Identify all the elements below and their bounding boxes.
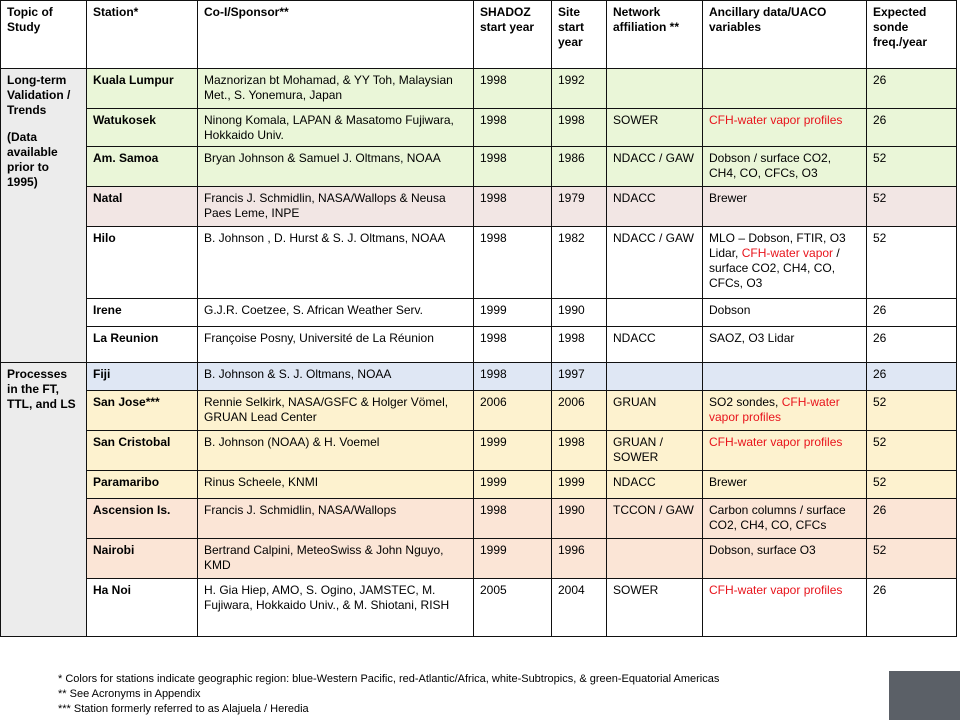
header-row — [1, 1, 957, 69]
shadoz-year-cell: 1999 — [474, 471, 552, 499]
network-cell — [607, 539, 703, 579]
network-cell — [607, 363, 703, 391]
coi-cell: B. Johnson & S. J. Oltmans, NOAA — [198, 363, 474, 391]
ancillary-cell — [703, 471, 867, 499]
site-year-cell: 1998 — [552, 109, 607, 147]
ancillary-text: Brewer — [709, 191, 748, 205]
network-cell — [607, 299, 703, 327]
table-row — [1, 579, 957, 637]
site-year-cell: 1998 — [552, 327, 607, 363]
ancillary-cell — [703, 579, 867, 637]
ancillary-highlight-text: CFH-water vapor profiles — [709, 583, 843, 597]
ancillary-cell — [703, 109, 867, 147]
table-row — [1, 391, 957, 431]
header-site-start: Site start year — [552, 1, 607, 69]
ancillary-text: MLO – Dobson, FTIR, O3 Lidar, — [709, 231, 846, 260]
network-cell: NDACC / GAW — [607, 147, 703, 187]
coi-cell: Maznorizan bt Mohamad, & YY Toh, Malaysian Met., S. Yonemura, Japan — [198, 69, 474, 109]
ancillary-cell — [703, 363, 867, 391]
network-cell: NDACC / GAW — [607, 227, 703, 299]
table-row — [1, 69, 957, 109]
coi-cell: Bryan Johnson & Samuel J. Oltmans, NOAA — [198, 147, 474, 187]
network-cell — [607, 69, 703, 109]
network-cell: TCCON / GAW — [607, 499, 703, 539]
frequency-cell: 52 — [867, 227, 957, 299]
ancillary-text: Brewer — [709, 475, 748, 489]
coi-cell: B. Johnson , D. Hurst & S. J. Oltmans, NOAA — [198, 227, 474, 299]
station-cell: Irene — [87, 299, 198, 327]
table-row — [1, 471, 957, 499]
station-cell: Watukosek — [87, 109, 198, 147]
site-year-cell: 2004 — [552, 579, 607, 637]
footnotes — [58, 672, 888, 717]
ancillary-cell — [703, 227, 867, 299]
network-cell: SOWER — [607, 579, 703, 637]
frequency-cell: 26 — [867, 363, 957, 391]
ancillary-highlight-text: CFH-water vapor profiles — [709, 395, 840, 424]
network-cell: GRUAN / SOWER — [607, 431, 703, 471]
shadoz-year-cell: 1998 — [474, 327, 552, 363]
site-year-cell: 1990 — [552, 499, 607, 539]
coi-cell: Bertrand Calpini, MeteoSwiss & John Nguyo, KMD — [198, 539, 474, 579]
frequency-cell: 52 — [867, 539, 957, 579]
ancillary-text: Carbon columns / surface CO2, CH4, CO, CFCs — [709, 503, 846, 532]
frequency-cell: 26 — [867, 299, 957, 327]
station-cell: Fiji — [87, 363, 198, 391]
site-year-cell: 1990 — [552, 299, 607, 327]
corner-block — [889, 671, 960, 720]
table-row — [1, 227, 957, 299]
site-year-cell: 1982 — [552, 227, 607, 299]
topic-title: Long-term Validation / Trends — [7, 73, 71, 117]
ancillary-cell — [703, 499, 867, 539]
table-row — [1, 539, 957, 579]
network-cell: GRUAN — [607, 391, 703, 431]
site-year-cell: 1996 — [552, 539, 607, 579]
shadoz-year-cell: 1998 — [474, 227, 552, 299]
topic-cell — [1, 69, 87, 363]
ancillary-text: SAOZ, O3 Lidar — [709, 331, 795, 345]
ancillary-cell — [703, 539, 867, 579]
station-cell: San Jose*** — [87, 391, 198, 431]
shadoz-year-cell: 1999 — [474, 539, 552, 579]
header-coi: Co-I/Sponsor** — [198, 1, 474, 69]
table-row — [1, 431, 957, 471]
header-station: Station* — [87, 1, 198, 69]
footnote-colors: * Colors for stations indicate geographic region: blue-Western Pacific, red-Atlantic/Africa, white-Subtropics, & green-Equatorial Americas — [58, 673, 720, 685]
site-year-cell: 1979 — [552, 187, 607, 227]
frequency-cell: 52 — [867, 187, 957, 227]
shadoz-year-cell: 1998 — [474, 69, 552, 109]
station-cell: Ascension Is. — [87, 499, 198, 539]
topic-note: (Data available prior to 1995) — [7, 130, 58, 189]
footnote-san-jose: *** Station formerly referred to as Alajuela / Heredia — [58, 703, 309, 715]
site-year-cell: 2006 — [552, 391, 607, 431]
ancillary-cell — [703, 147, 867, 187]
network-cell: NDACC — [607, 327, 703, 363]
ancillary-cell — [703, 69, 867, 109]
topic-cell — [1, 363, 87, 637]
shadoz-year-cell: 1998 — [474, 147, 552, 187]
site-year-cell: 1992 — [552, 69, 607, 109]
frequency-cell: 52 — [867, 471, 957, 499]
header-ancillary: Ancillary data/UACO variables — [703, 1, 867, 69]
coi-cell: G.J.R. Coetzee, S. African Weather Serv. — [198, 299, 474, 327]
shadoz-year-cell: 1999 — [474, 299, 552, 327]
shadoz-year-cell: 1998 — [474, 363, 552, 391]
header-shadoz-start: SHADOZ start year — [474, 1, 552, 69]
station-cell: La Reunion — [87, 327, 198, 363]
table-row — [1, 327, 957, 363]
topic-title: Processes in the FT, TTL, and LS — [7, 367, 76, 411]
shadoz-year-cell: 2006 — [474, 391, 552, 431]
station-cell: Kuala Lumpur — [87, 69, 198, 109]
shadoz-year-cell: 2005 — [474, 579, 552, 637]
footnote-acronyms: ** See Acronyms in Appendix — [58, 688, 201, 700]
coi-cell: Rinus Scheele, KNMI — [198, 471, 474, 499]
station-cell: Natal — [87, 187, 198, 227]
station-cell: Ha Noi — [87, 579, 198, 637]
table-row — [1, 187, 957, 227]
network-cell: SOWER — [607, 109, 703, 147]
station-cell: Paramaribo — [87, 471, 198, 499]
coi-cell: Francis J. Schmidlin, NASA/Wallops — [198, 499, 474, 539]
network-cell: NDACC — [607, 471, 703, 499]
frequency-cell: 26 — [867, 579, 957, 637]
table-row — [1, 499, 957, 539]
frequency-cell: 52 — [867, 391, 957, 431]
table-row — [1, 147, 957, 187]
shadoz-year-cell: 1998 — [474, 109, 552, 147]
coi-cell: Rennie Selkirk, NASA/GSFC & Holger Vömel, GRUAN Lead Center — [198, 391, 474, 431]
station-cell: Am. Samoa — [87, 147, 198, 187]
ancillary-text: / surface CO2, CH4, CO, CFCs, O3 — [709, 246, 840, 290]
ancillary-cell — [703, 431, 867, 471]
frequency-cell: 52 — [867, 431, 957, 471]
site-year-cell: 1986 — [552, 147, 607, 187]
ancillary-cell — [703, 299, 867, 327]
site-year-cell: 1999 — [552, 471, 607, 499]
header-topic: Topic of Study — [1, 1, 87, 69]
coi-cell: Ninong Komala, LAPAN & Masatomo Fujiwara, Hokkaido Univ. — [198, 109, 474, 147]
ancillary-highlight-text: CFH-water vapor profiles — [709, 435, 843, 449]
table-row — [1, 109, 957, 147]
ancillary-text: Dobson, surface O3 — [709, 543, 816, 557]
frequency-cell: 26 — [867, 69, 957, 109]
ancillary-cell — [703, 327, 867, 363]
frequency-cell: 52 — [867, 147, 957, 187]
coi-cell: H. Gia Hiep, AMO, S. Ogino, JAMSTEC, M. Fujiwara, Hokkaido Univ., & M. Shiotani, RISH — [198, 579, 474, 637]
table-row — [1, 363, 957, 391]
ancillary-text: SO2 sondes, — [709, 395, 782, 409]
site-year-cell: 1997 — [552, 363, 607, 391]
ancillary-text: Dobson — [709, 303, 751, 317]
ancillary-highlight-text: CFH-water vapor — [741, 246, 834, 260]
header-network: Network affiliation ** — [607, 1, 703, 69]
ancillary-cell — [703, 391, 867, 431]
coi-cell: Françoise Posny, Université de La Réunion — [198, 327, 474, 363]
shadoz-year-cell: 1998 — [474, 187, 552, 227]
ancillary-cell — [703, 187, 867, 227]
coi-cell: Francis J. Schmidlin, NASA/Wallops & Neusa Paes Leme, INPE — [198, 187, 474, 227]
coi-cell: B. Johnson (NOAA) & H. Voemel — [198, 431, 474, 471]
station-cell: San Cristobal — [87, 431, 198, 471]
frequency-cell: 26 — [867, 499, 957, 539]
station-cell: Nairobi — [87, 539, 198, 579]
site-year-cell: 1998 — [552, 431, 607, 471]
header-frequency: Expected sonde freq./year — [867, 1, 957, 69]
network-cell: NDACC — [607, 187, 703, 227]
shadoz-year-cell: 1999 — [474, 431, 552, 471]
frequency-cell: 26 — [867, 327, 957, 363]
shadoz-year-cell: 1998 — [474, 499, 552, 539]
table-row — [1, 299, 957, 327]
station-cell: Hilo — [87, 227, 198, 299]
ancillary-highlight-text: CFH-water vapor profiles — [709, 113, 843, 127]
ancillary-text: Dobson / surface CO2, CH4, CO, CFCs, O3 — [709, 151, 832, 180]
frequency-cell: 26 — [867, 109, 957, 147]
